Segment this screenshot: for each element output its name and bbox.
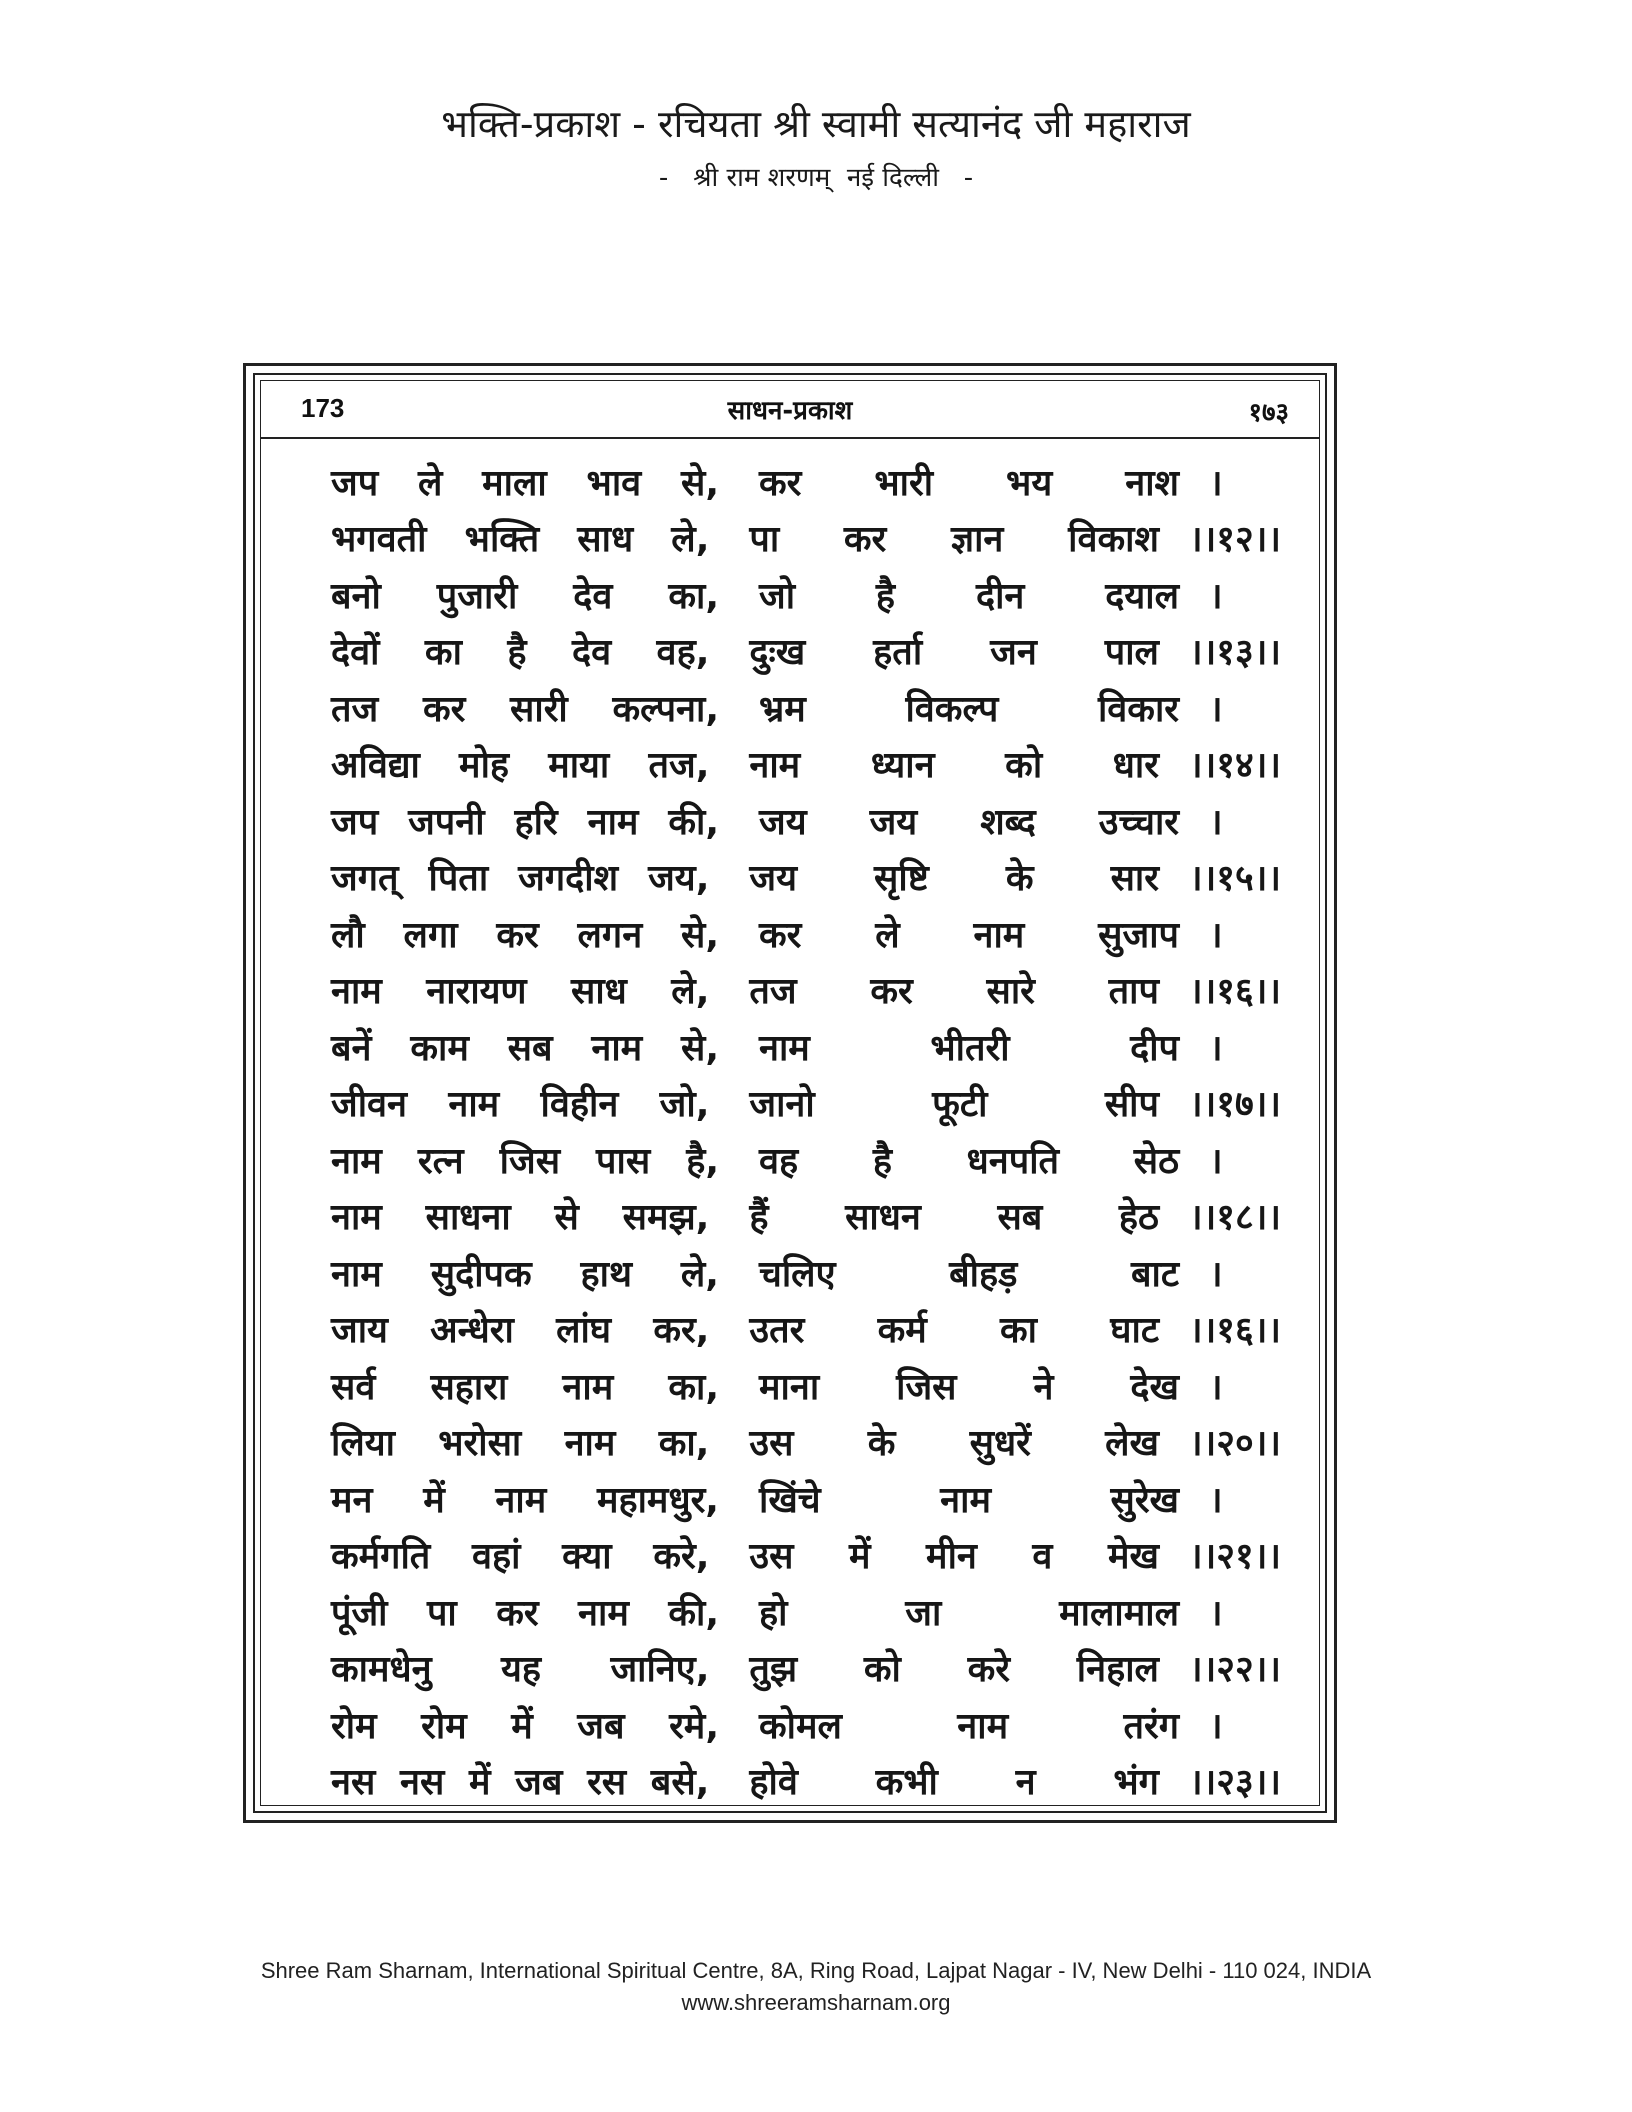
verse-first-half: नाम रत्न जिस पास है, <box>331 1140 719 1182</box>
verse-line <box>331 1583 1281 1640</box>
verse-number-mark: ।।२०।। <box>1188 1423 1281 1465</box>
verse-first-half: अविद्या मोह माया तज, <box>331 745 710 787</box>
verse-line <box>331 1470 1281 1527</box>
verse-second-half: जो है दीन दयाल <box>759 575 1179 617</box>
verse-line <box>331 1357 1281 1414</box>
verse-line <box>331 736 1281 793</box>
verse-number-mark: । <box>1209 462 1223 504</box>
verse-second-half: नाम ध्यान को धार <box>749 745 1159 787</box>
verse-number-mark: ।।१८।। <box>1188 1197 1281 1239</box>
verse-first-half: जीवन नाम विहीन जो, <box>331 1084 710 1126</box>
verse-line <box>331 905 1281 962</box>
verse-first-half: बनें काम सब नाम से, <box>331 1027 719 1069</box>
verse-second-half: चलिए बीहड़ बाट <box>759 1253 1179 1295</box>
verse-second-half: नाम भीतरी दीप <box>759 1027 1179 1069</box>
verse-second-half: हैं साधन सब हेठ <box>749 1197 1159 1239</box>
verse-number-mark: ।।१२।। <box>1188 519 1281 561</box>
verse-second-half: होवे कभी न भंग <box>749 1762 1159 1804</box>
verse-second-half: कर भारी भय नाश <box>759 462 1179 504</box>
verse-line <box>331 962 1281 1019</box>
verse-second-half: कर ले नाम सुजाप <box>759 914 1179 956</box>
verse-first-half: सर्व सहारा नाम का, <box>331 1366 719 1408</box>
verse-number-mark: । <box>1209 1366 1223 1408</box>
verse-number-mark: ।।१६।। <box>1188 1310 1281 1352</box>
section-title: साधन-प्रकाश <box>727 396 853 426</box>
verse-first-half: जप जपनी हरि नाम की, <box>331 801 719 843</box>
verse-line <box>331 1244 1281 1301</box>
verse-line <box>331 1527 1281 1584</box>
verse-line <box>331 1188 1281 1245</box>
verse-number-mark: ।।२२।। <box>1188 1649 1281 1691</box>
verse-first-half: नस नस में जब रस बसे, <box>331 1762 710 1804</box>
verse-line <box>331 679 1281 736</box>
document-title: भक्ति-प्रकाश - रचियता श्री स्वामी सत्यानंद जी महाराज <box>441 102 1191 146</box>
verse-number-mark: ।।१५।। <box>1188 858 1281 900</box>
verse-line <box>331 1301 1281 1358</box>
verse-second-half: पा कर ज्ञान विकाश <box>749 519 1159 561</box>
verse-first-half: कर्मगति वहां क्या करे, <box>331 1536 710 1578</box>
running-head <box>261 381 1319 439</box>
verse-first-half: जप ले माला भाव से, <box>331 462 719 504</box>
page-frame-inner-rule <box>260 380 1320 1806</box>
verse-second-half: दुःख हर्ता जन पाल <box>749 632 1159 674</box>
verse-line <box>331 1131 1281 1188</box>
verse-second-half: खिंचे नाम सुरेख <box>759 1479 1179 1521</box>
verse-first-half: रोम रोम में जब रमे, <box>331 1705 719 1747</box>
verse-second-half: उतर कर्म का घाट <box>749 1310 1159 1352</box>
verse-second-half: तज कर सारे ताप <box>749 971 1159 1013</box>
verse-first-half: मन में नाम महामधुर, <box>331 1479 719 1521</box>
verse-first-half: जाय अन्धेरा लांघ कर, <box>331 1310 710 1352</box>
verse-second-half: उस में मीन व मेख <box>749 1536 1159 1578</box>
verse-second-half: जय जय शब्द उच्चार <box>759 801 1179 843</box>
verse-number-mark: ।।१६।। <box>1188 971 1281 1013</box>
verse-number-mark: । <box>1209 688 1223 730</box>
verse-first-half: नाम नारायण साध ले, <box>331 971 710 1013</box>
verse-number-mark: ।।२३।। <box>1188 1762 1281 1804</box>
document-subtitle: - श्री राम शरणम् नई दिल्ली - <box>658 163 974 193</box>
verse-line <box>331 1018 1281 1075</box>
verse-first-half: बनो पुजारी देव का, <box>331 575 719 617</box>
verse-first-half: पूंजी पा कर नाम की, <box>331 1592 719 1634</box>
verse-second-half: तुझ को करे निहाल <box>749 1649 1159 1691</box>
verse-line <box>331 1075 1281 1132</box>
verse-number-mark: । <box>1209 1705 1223 1747</box>
verse-line <box>331 1696 1281 1753</box>
verse-number-mark: । <box>1209 1592 1223 1634</box>
verse-line <box>331 453 1281 510</box>
verse-number-mark: । <box>1209 1027 1223 1069</box>
verse-line <box>331 566 1281 623</box>
verse-line <box>331 1753 1281 1810</box>
verse-second-half: जय सृष्टि के सार <box>749 858 1159 900</box>
footer-address: Shree Ram Sharnam, International Spiritual Centre, 8A, Ring Road, Lajpat Nagar - IV, New Delhi - 110 024, INDIA <box>260 1958 1372 1983</box>
verse-list <box>331 453 1281 1809</box>
verse-second-half: उस के सुधरें लेख <box>749 1423 1159 1465</box>
verse-second-half: कोमल नाम तरंग <box>759 1705 1179 1747</box>
page-number-devanagari: १७३ <box>1248 398 1289 428</box>
verse-first-half: जगत् पिता जगदीश जय, <box>331 858 710 900</box>
verse-number-mark: । <box>1209 1140 1223 1182</box>
verse-number-mark: । <box>1209 914 1223 956</box>
verse-first-half: देवों का है देव वह, <box>331 632 710 674</box>
verse-first-half: नाम सुदीपक हाथ ले, <box>331 1253 719 1295</box>
verse-number-mark: । <box>1209 575 1223 617</box>
verse-first-half: नाम साधना से समझ, <box>331 1197 710 1239</box>
verse-line <box>331 510 1281 567</box>
footer-website: www.shreeramsharnam.org <box>681 1990 951 2015</box>
verse-line <box>331 623 1281 680</box>
verse-line <box>331 1414 1281 1471</box>
verse-first-half: तज कर सारी कल्पना, <box>331 688 719 730</box>
verse-number-mark: ।।१३।। <box>1188 632 1281 674</box>
verse-number-mark: ।।१७।। <box>1188 1084 1281 1126</box>
verse-first-half: भगवती भक्ति साध ले, <box>331 519 710 561</box>
verse-number-mark: । <box>1209 1253 1223 1295</box>
page-frame-inner <box>253 373 1327 1813</box>
verse-second-half: जानो फूटी सीप <box>749 1084 1159 1126</box>
verse-number-mark: ।।१४।। <box>1188 745 1281 787</box>
verse-first-half: कामधेनु यह जानिए, <box>331 1649 710 1691</box>
verse-number-mark: । <box>1209 1479 1223 1521</box>
page-number-arabic: 173 <box>301 393 345 423</box>
verse-number-mark: ।।२१।। <box>1188 1536 1281 1578</box>
verse-second-half: माना जिस ने देख <box>759 1366 1179 1408</box>
verse-second-half: भ्रम विकल्प विकार <box>759 688 1179 730</box>
verse-line <box>331 849 1281 906</box>
verse-first-half: लौ लगा कर लगन से, <box>331 914 719 956</box>
verse-number-mark: । <box>1209 801 1223 843</box>
verse-second-half: वह है धनपति सेठ <box>759 1140 1179 1182</box>
verse-first-half: लिया भरोसा नाम का, <box>331 1423 710 1465</box>
verse-line <box>331 792 1281 849</box>
page-frame <box>243 363 1337 1823</box>
verse-second-half: हो जा मालामाल <box>759 1592 1179 1634</box>
verse-line <box>331 1640 1281 1697</box>
